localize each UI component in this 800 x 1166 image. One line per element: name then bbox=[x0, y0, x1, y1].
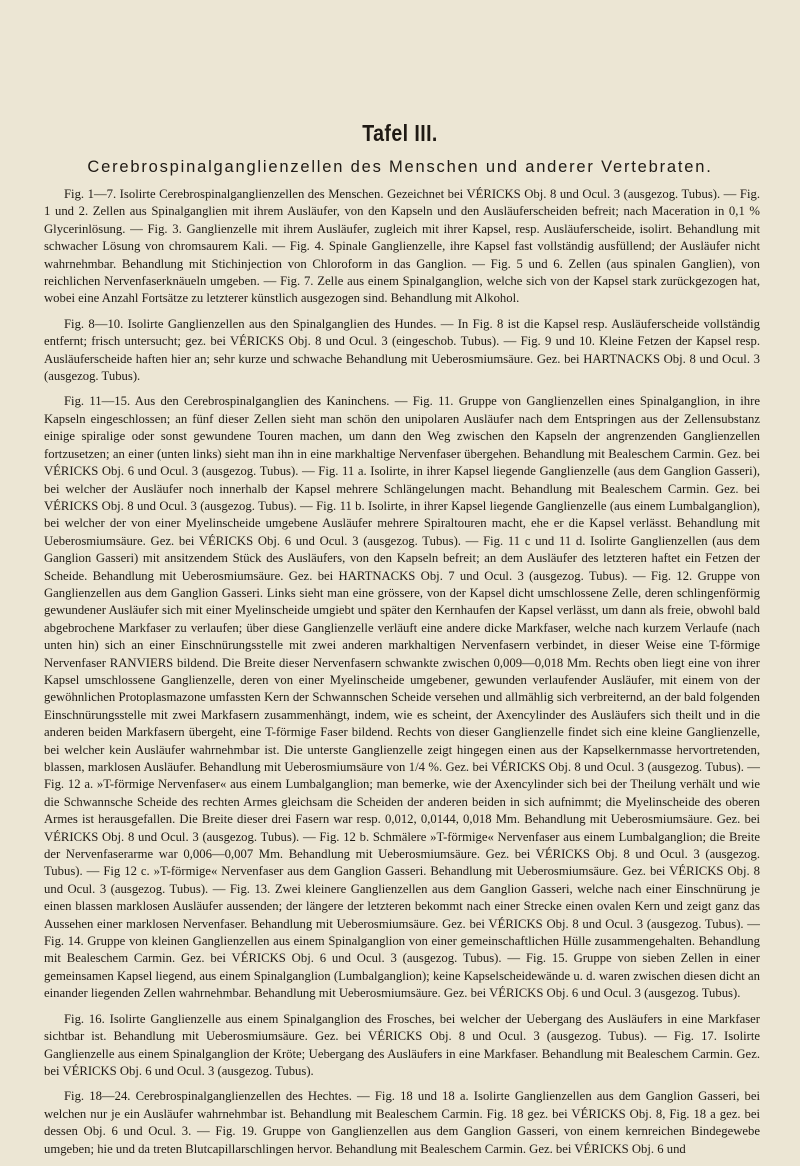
paragraph-fig-16-17: Fig. 16. Isolirte Ganglienzelle aus einem Spinalganglion des Frosches, bei welcher der Uebergang des Ausläufers in eine Markfaser sichtbar ist. Behandlung mit Ueberosmiumsäure. Gez. bei VÉRICKS Obj. 8 und Ocul. 3 (ausgezog. Tubus). — Fig. 17. Isolirte Ganglienzelle aus einem Spinalganglion der Kröte; Uebergang des Ausläufers in eine Markfaser. Behandlung mit Bealeschem Carmin. Gez. bei VÉRICKS Obj. 6 und Ocul. 3 (ausgezog. Tubus). bbox=[44, 1011, 760, 1078]
plate-title: Tafel III. bbox=[362, 120, 438, 146]
paragraph-fig-18-24: Fig. 18—24. Cerebrospinalganglienzellen des Hechtes. — Fig. 18 und 18 a. Isolirte Ganglienzellen aus dem Ganglion Gasseri, bei welchen nur je ein Ausläufer wahrnehmbar ist. Behandlung mit Bealeschem Carmin. Fig. 18 gez. bei VÉRICKS Obj. 8, Fig. 18 a gez. bei dessen Obj. 6 und Ocul. 3. — Fig. 19. Gruppe von Ganglienzellen aus dem Ganglion Gasseri, von einem kernreichen Bindegewebe umgeben; hie und da treten Blutcapillarschlingen hervor. Behandlung mit Bealeschem Carmin. Gez. bei VÉRICKS Obj. 6 und bbox=[44, 1089, 760, 1156]
figure-legend-text bbox=[44, 186, 760, 1166]
paragraph-fig-1-7: Fig. 1—7. Isolirte Cerebrospinalganglienzellen des Menschen. Gezeichnet bei VÉRICKS Obj. 8 und Ocul. 3 (ausgezog. Tubus). — Fig. 1 und 2. Zellen aus Spinalganglien mit ihrem Ausläufer, von den Kapseln und den Ausläuferscheiden befreit; nach Maceration in 0,1 % Glycerinlösung. — Fig. 3. Ganglienzelle mit ihrem Ausläufer, zugleich mit ihrer Kapsel, resp. Ausläuferscheide, isolirt. Behandlung mit schwacher Lösung von chromsaurem Kali. — Fig. 4. Spinale Ganglienzelle, ihre Kapsel fast vollständig ausfüllend; der Ausläufer nicht wahrnehmbar. Behandlung mit Stichinjection von Chloroform in das Ganglion. — Fig. 5 und 6. Zellen (aus spinalen Ganglien), von reichlichen Nervenfaserknäueln umgeben. — Fig. 7. Zelle aus einem Spinalganglion, welche sich von der Kapsel stark zurückgezogen hat, wobei eine Anzahl Fortsätze zu letzterer künstlich ausgezogen sind. Behandlung mit Alkohol. bbox=[44, 187, 760, 306]
section-heading: Cerebrospinalganglienzellen des Menschen und anderer Vertebraten. bbox=[87, 158, 713, 176]
paragraph-fig-8-10: Fig. 8—10. Isolirte Ganglienzellen aus den Spinalganglien des Hundes. — In Fig. 8 ist die Kapsel resp. Ausläuferscheide vollständig entfernt; frisch untersucht; gez. bei VÉRICKS Obj. 8 und Ocul. 3 (eingeschob. Tubus). — Fig. 9 und 10. Kleine Fetzen der Kapsel resp. Ausläuferscheide haften hier an; sehr kurze und schwache Behandlung mit Ueberosmiumsäure. Gez. bei HARTNACKS Obj. 8 und Ocul. 3 (ausgezog. Tubus). bbox=[44, 316, 760, 384]
paragraph-fig-11-15: Fig. 11—15. Aus den Cerebrospinalganglien des Kaninchens. — Fig. 11. Gruppe von Ganglienzellen eines Spinalganglion, in ihre Kapseln eingeschlossen; an fünf dieser Zellen sieht man schön den unipolaren Ausläufer nach dem Entspringen aus der Zellensubstanz einige spiralige oder sonst gewundene Touren machen, um dann den Weg zwischen den Kapseln der angrenzenden Ganglienzellen fortzusetzen; an einer (unten links) sieht man ihn in eine markhaltige Nervenfaser übergehen. Behandlung mit Bealeschem Carmin. Gez. bei VÉRICKS Obj. 6 und Ocul. 3 (ausgezog. Tubus). — Fig. 11 a. Isolirte, in ihrer Kapsel liegende Ganglienzelle (aus dem Ganglion Gasseri), bei welcher der Ausläufer noch innerhalb der Kapsel mehrere Schlängelungen macht. Behandlung mit Bealeschem Carmin. Gez. bei VÉRICKS Obj. 8 und Ocul. 3 (ausgezog. Tubus). — Fig. 11 b. Isolirte, in ihrer Kapsel liegende Ganglienzelle (aus einem Lumbalganglion), bei welcher der von einer Myelinscheide umgebene Ausläufer mehrere Spiraltouren macht, ehe er die Kapsel verlässt. Behandlung mit Ueberosmiumsäure. Gez. bei VÉRICKS Obj. 6 und Ocul. 3 (ausgezog. Tubus). — Fig. 11 c und 11 d. Isolirte Ganglienzellen (aus dem Ganglion Gasseri) mit ansitzendem Stück des Ausläufers, von den Kapseln befreit; an dem Ausläufer des letzteren haftet ein Fetzen der Scheide. Behandlung mit Ueberosmiumsäure. Gez. bei HARTNACKS Obj. 7 und Ocul. 3 (ausgezog. Tubus). — Fig. 12. Gruppe von Ganglienzellen aus dem Ganglion Gasseri. Links sieht man eine grössere, von der Kapsel dicht umschlossene Zelle, deren schlingenförmig gewundener Ausläufer sich mit einer Myelinscheide umgiebt und später den Kernhaufen der Kapsel verlässt, um dann als freie, obwohl bald abgebrochene Markfaser zu verlaufen; über diese Ganglienzelle verläuft eine andere dicke Markfaser, welche nach kurzem Verlaufe (nach unten hin) sich an einer Einschnürungsstelle mit zwei anderen markhaltigen Nervenfasern verbindet, in dieser Weise eine T-förmige Nervenfaser RANVIERS bildend. Die Breite dieser Nervenfasern schwankte zwischen 0,009—0,018 Mm. Rechts oben liegt eine von ihrer Kapsel umschlossene Ganglienzelle, deren von einer Myelinscheide umgebener, gewunden verlaufender Ausläufer, mit einem von der gewöhnlichen Protoplasmazone umfassten Kern der Schwannschen Scheide versehen und allmählig sich verbreiternd, an der bald folgenden Einschnürungsstelle mit zwei Markfasern zusammenhängt, indem, wie es scheint, der Axencylinder des Ausläufers sich theilt und in die anderen beiden Markfasern übergeht, eine T-förmige Faser bildend. Rechts von dieser Ganglienzelle findet sich eine kleine Ganglienzelle, bei welcher kein Ausläufer wahrnehmbar ist. Die unterste Ganglienzelle zeigt hingegen einen aus der Kapselkernmasse hervortretenden, blassen, marklosen Ausläufer. Behandlung mit Ueberosmiumsäure von 1/4 %. Gez. bei VÉRICKS Obj. 8 und Ocul. 3 (ausgezog. Tubus). — Fig. 12 a. »T-förmige Nervenfaser« aus einem Lumbalganglion; man bemerke, wie der Axencylinder sich bei der Theilung verhält und wie die Schwannsche Scheide des rechten Armes gleichsam die Scheiden der anderen beiden in sich aufnimmt; die Myelinscheide des oberen Armes ist herausgefallen. Die Breite dieser drei Fasern war resp. 0,012, 0,0144, 0,018 Mm. Behandlung mit Ueberosmiumsäure. Gez. bei VÉRICKS Obj. 8 und Ocul. 3 (ausgezog. Tubus). — Fig. 12 b. Schmälere »T-förmige« Nervenfaser aus einem Lumbalganglion; die Breite der Nervenfaserarme war 0,006—0,007 Mm. Behandlung mit Ueberosmiumsäure. Gez. bei VÉRICKS Obj. 8 und Ocul. 3 (ausgezog. Tubus). — Fig 12 c. »T-förmige« Nervenfaser aus dem Ganglion Gasseri. Behandlung mit Ueberosmiumsäure. Gez. bei VÉRICKS Obj. 8 und Ocul. 3 (ausgezog. Tubus). — Fig. 13. Zwei kleinere Ganglienzellen aus dem Ganglion Gasseri, welche nach einer Einschnürung je einen blassen marklosen Ausläufer aussenden; der längere der letzteren bekommt nach einer Strecke einen ovalen Kern und zeigt ganz das Aussehen einer marklosen Nervenfaser. Behandlung mit Ueberosmiumsäure. Gez. bei VÉRICKS Obj. 8 und Ocul. 3 (ausgezog. Tubus). — Fig. 14. Gruppe von kleinen Ganglienzellen aus einem Spinalganglion von einer gemeinschaftlichen Hülle zusammengehalten. Behandlung mit Bealeschem Carmin. Gez. bei VÉRICKS Obj. 6 und Ocul. 3 (ausgezog. Tubus). — Fig. 15. Gruppe von sieben Zellen in einer gemeinsamen Kapsel liegend, aus einem Spinalganglion (Lumbalganglion); keine Kapselscheidewände u. d. waren zwischen diesen dicht an einander liegenden Zellen wahrnehmbar. Behandlung mit Ueberosmiumsäure. Gez. bei VÉRICKS Obj. 6 und Ocul. 3 (ausgezog. Tubus). bbox=[44, 394, 760, 1001]
